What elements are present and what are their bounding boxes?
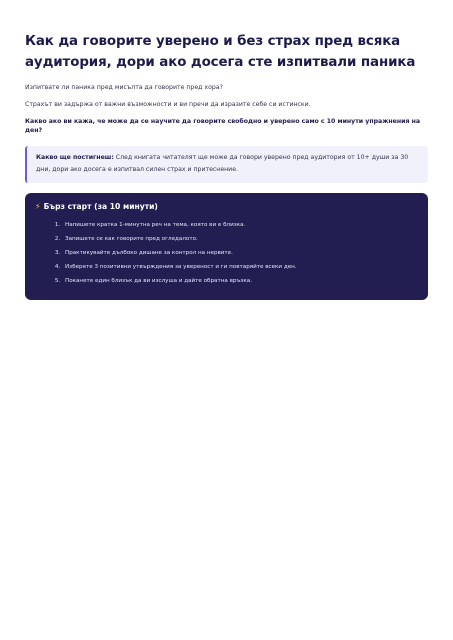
hook-paragraph: Какво ако ви кажа, че може да се научите да говорите свободно и уверено само с 10 минути упражнения на ден?	[25, 118, 421, 134]
list-item: 3. Практикувайте дълбоко дишане за контрол на нервите.	[62, 246, 418, 260]
callout-lead: Какво ще постигнеш:	[36, 154, 114, 161]
page-title: Как да говорите уверено и без страх пред всяка аудитория, дори ако досега сте изпитвали паника	[25, 34, 416, 70]
callout-text: След книгата читателят ще може да говори уверено пред аудитория от 10+ души за 30 дни, дори ако досега е изпитвал силен страх и притеснение.	[36, 154, 409, 173]
lightning-icon: ⚡	[35, 202, 41, 211]
list-item: 2. Запишете се как говорите пред огледалото.	[62, 232, 418, 246]
intro-paragraph-1: Изпитвате ли паника пред мисълта да говорите пред хора?	[25, 84, 223, 91]
quick-start-heading	[35, 202, 418, 211]
quick-start-title: Бърз старт (за 10 минути)	[43, 202, 158, 211]
intro-paragraph-2: Страхът ви задържа от важни възможности и ви пречи да изразите себе си истински.	[25, 101, 311, 108]
outcome-callout	[25, 146, 428, 183]
list-item: 5. Поканете един близък да ви изслуша и дайте обратна връзка.	[62, 274, 418, 288]
list-item: 4. Изберете 3 позитивни утвърждения за увереност и ги повтаряйте всеки ден.	[62, 260, 418, 274]
quick-start-steps	[35, 218, 418, 288]
quick-start-box	[25, 193, 428, 300]
list-item: 1. Напишете кратка 1-минутна реч на тема, която ви е близка.	[62, 218, 418, 232]
